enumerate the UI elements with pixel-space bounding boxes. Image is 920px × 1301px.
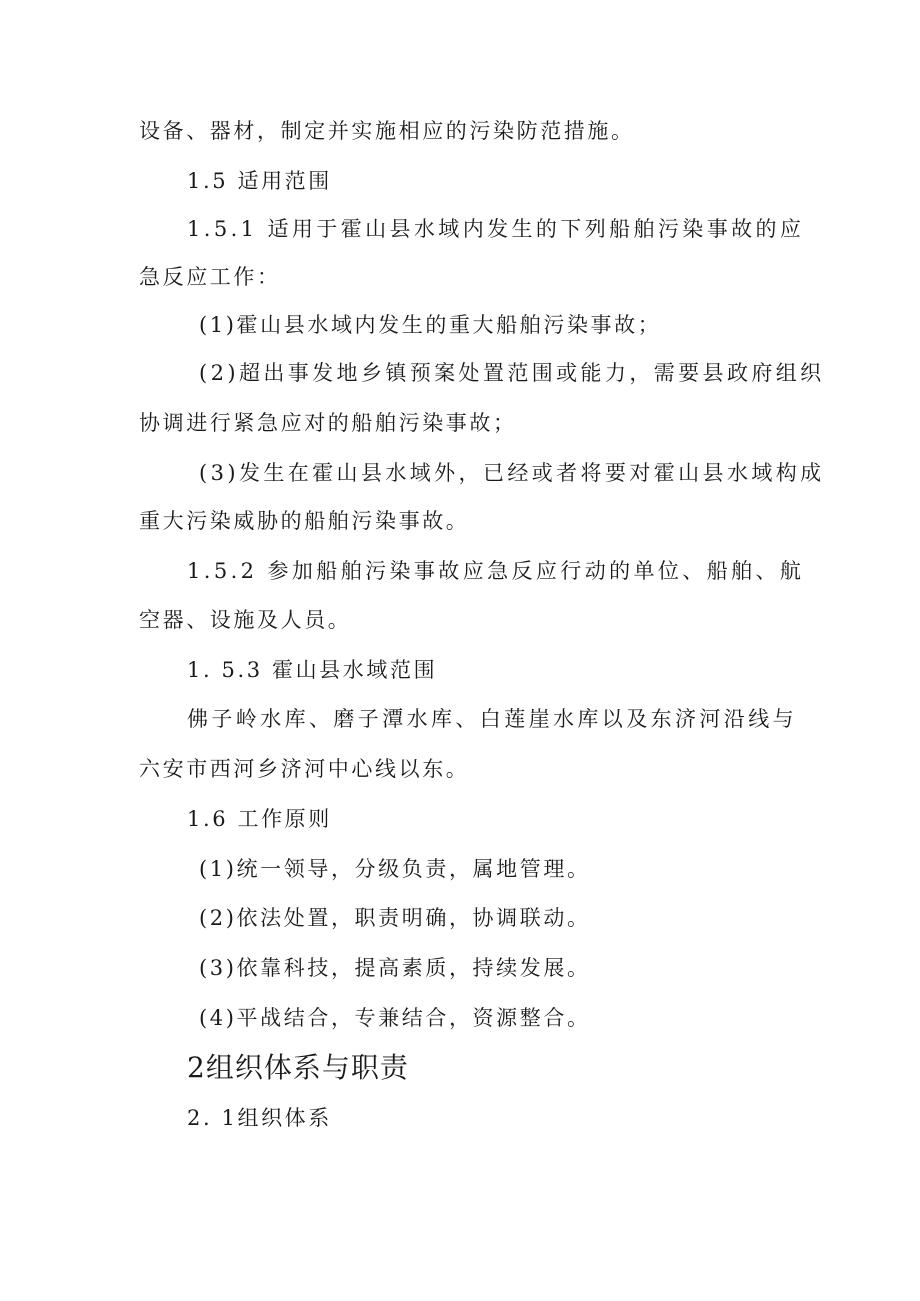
paragraph-line: 协调进行紧急应对的船舶污染事故； xyxy=(139,411,517,435)
list-item: (4)平战结合，专兼结合，资源整合。 xyxy=(199,1006,591,1030)
list-item: (2)依法处置，职责明确，协调联动。 xyxy=(199,906,591,930)
paragraph-line: 六安市西河乡济河中心线以东。 xyxy=(139,757,470,781)
paragraph-line: 空器、设施及人员。 xyxy=(139,608,352,632)
paragraph-line: 1.5.1 适用于霍山县水域内发生的下列船舶污染事故的应 xyxy=(187,217,805,241)
section-heading-1-6: 1.6 工作原则 xyxy=(187,807,332,831)
paragraph-line: 急反应工作： xyxy=(139,265,281,289)
list-item: (1)统一领导，分级负责，属地管理。 xyxy=(199,857,591,881)
chapter-heading-2: 2组织体系与职责 xyxy=(187,1051,409,1084)
list-item: (1)霍山县水域内发生的重大船舶污染事故； xyxy=(199,313,662,337)
paragraph-line: 重大污染威胁的船舶污染事故。 xyxy=(139,509,470,533)
list-item: (3)发生在霍山县水域外，已经或者将要对霍山县水域构成 xyxy=(199,461,825,485)
list-item: (3)依靠科技，提高素质，持续发展。 xyxy=(199,956,591,980)
section-heading-2-1: 2. 1组织体系 xyxy=(187,1106,332,1130)
list-item: (2)超出事发地乡镇预案处置范围或能力，需要县政府组织 xyxy=(199,361,825,385)
paragraph-line: 设备、器材，制定并实施相应的污染防范措施。 xyxy=(139,119,635,143)
section-heading-1-5-3: 1. 5.3 霍山县水域范围 xyxy=(187,658,438,682)
paragraph-line: 佛子岭水库、磨子潭水库、白莲崖水库以及东济河沿线与 xyxy=(187,707,797,731)
section-heading-1-5: 1.5 适用范围 xyxy=(187,169,332,193)
paragraph-line: 1.5.2 参加船舶污染事故应急反应行动的单位、船舶、航 xyxy=(187,559,805,583)
